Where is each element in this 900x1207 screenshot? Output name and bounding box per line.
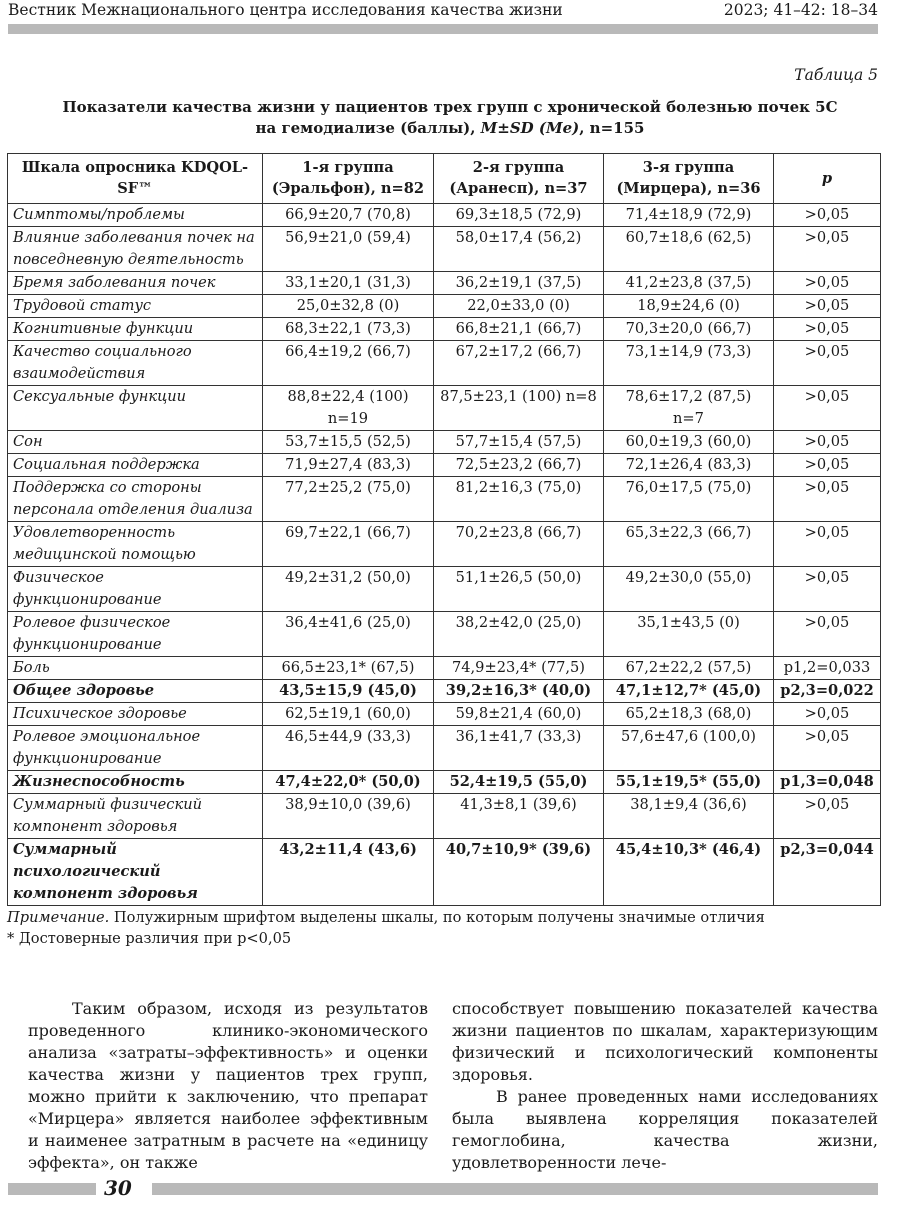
- group3-cell: 47,1±12,7* (45,0): [604, 680, 774, 703]
- group2-cell: 41,3±8,1 (39,6): [434, 794, 604, 839]
- group2-cell: 51,1±26,5 (50,0): [434, 567, 604, 612]
- scale-cell: Качество социального взаимодействия: [8, 341, 263, 386]
- header-rule: [8, 24, 878, 34]
- group1-cell: 56,9±21,0 (59,4): [263, 227, 434, 272]
- header-group2: 2-я группа (Аранесп), n=37: [434, 154, 604, 204]
- group2-cell: 70,2±23,8 (66,7): [434, 522, 604, 567]
- group1-cell: 88,8±22,4 (100) n=19: [263, 386, 434, 431]
- group2-cell: 66,8±21,1 (66,7): [434, 318, 604, 341]
- p-value-cell: p2,3=0,044: [774, 839, 881, 906]
- scale-cell: Физическое функционирование: [8, 567, 263, 612]
- group3-cell: 49,2±30,0 (55,0): [604, 567, 774, 612]
- p-value-cell: >0,05: [774, 567, 881, 612]
- p-value-cell: >0,05: [774, 726, 881, 771]
- body-column-right: [452, 998, 878, 1174]
- header-group3: 3-я группа (Мирцера), n=36: [604, 154, 774, 204]
- group3-cell: 72,1±26,4 (83,3): [604, 454, 774, 477]
- table-row: [8, 204, 881, 227]
- header-scale: Шкала опросника KDQOL-SF™: [8, 154, 263, 204]
- p-value-cell: >0,05: [774, 431, 881, 454]
- table-row: [8, 272, 881, 295]
- group1-cell: 66,9±20,7 (70,8): [263, 204, 434, 227]
- scale-cell: Поддержка со стороны персонала отделения диализа: [8, 477, 263, 522]
- scale-cell: Сон: [8, 431, 263, 454]
- table-row: [8, 522, 881, 567]
- table-row: [8, 794, 881, 839]
- scale-cell: Трудовой статус: [8, 295, 263, 318]
- table-title-line2: на гемодиализе (баллы), M±SD (Me), n=155: [255, 119, 645, 137]
- group2-cell: 39,2±16,3* (40,0): [434, 680, 604, 703]
- group1-cell: 53,7±15,5 (52,5): [263, 431, 434, 454]
- note-line: Примечание. Полужирным шрифтом выделены шкалы, по которым получены значимые отличия: [7, 909, 765, 926]
- group2-cell: 36,2±19,1 (37,5): [434, 272, 604, 295]
- group3-cell: 71,4±18,9 (72,9): [604, 204, 774, 227]
- table-row: [8, 477, 881, 522]
- table-row: [8, 680, 881, 703]
- scale-cell: Ролевое физическое функционирование: [8, 612, 263, 657]
- group1-cell: 62,5±19,1 (60,0): [263, 703, 434, 726]
- group2-cell: 52,4±19,5 (55,0): [434, 771, 604, 794]
- scale-cell: Влияние заболевания почек на повседневную деятельность: [8, 227, 263, 272]
- p-value-cell: >0,05: [774, 477, 881, 522]
- group3-cell: 38,1±9,4 (36,6): [604, 794, 774, 839]
- p-value-cell: >0,05: [774, 703, 881, 726]
- paragraph: В ранее проведенных нами исследованиях была выявлена корреляция показателей гемоглобина, качества жизни, удовлетворенности лече-: [452, 1087, 878, 1172]
- p-value-cell: >0,05: [774, 386, 881, 431]
- group3-cell: 55,1±19,5* (55,0): [604, 771, 774, 794]
- p-value-cell: p2,3=0,022: [774, 680, 881, 703]
- group3-cell: 65,2±18,3 (68,0): [604, 703, 774, 726]
- quality-of-life-table: [7, 153, 881, 906]
- table-row: [8, 771, 881, 794]
- scale-cell: Когнитивные функции: [8, 318, 263, 341]
- group2-cell: 40,7±10,9* (39,6): [434, 839, 604, 906]
- p-value-cell: >0,05: [774, 454, 881, 477]
- table-row: [8, 839, 881, 906]
- group3-cell: 76,0±17,5 (75,0): [604, 477, 774, 522]
- table-row: [8, 567, 881, 612]
- scale-cell: Психическое здоровье: [8, 703, 263, 726]
- group1-cell: 46,5±44,9 (33,3): [263, 726, 434, 771]
- group2-cell: 58,0±17,4 (56,2): [434, 227, 604, 272]
- footer-rule-right: [152, 1183, 878, 1195]
- p-value-cell: >0,05: [774, 318, 881, 341]
- body-column-left: [28, 998, 428, 1174]
- group1-cell: 66,5±23,1* (67,5): [263, 657, 434, 680]
- p-value-cell: >0,05: [774, 794, 881, 839]
- group3-cell: 57,6±47,6 (100,0): [604, 726, 774, 771]
- table-title: [0, 97, 900, 139]
- group3-cell: 65,3±22,3 (66,7): [604, 522, 774, 567]
- scale-cell: Общее здоровье: [8, 680, 263, 703]
- citation: 2023; 41–42: 18–34: [723, 1, 878, 19]
- group3-cell: 73,1±14,9 (73,3): [604, 341, 774, 386]
- table-row: [8, 386, 881, 431]
- table-row: [8, 431, 881, 454]
- p-value-cell: >0,05: [774, 341, 881, 386]
- group1-cell: 33,1±20,1 (31,3): [263, 272, 434, 295]
- header-group1: 1-я группа (Эральфон), n=82: [263, 154, 434, 204]
- group2-cell: 74,9±23,4* (77,5): [434, 657, 604, 680]
- group1-cell: 77,2±25,2 (75,0): [263, 477, 434, 522]
- table-row: [8, 227, 881, 272]
- group3-cell: 45,4±10,3* (46,4): [604, 839, 774, 906]
- scale-cell: Сексуальные функции: [8, 386, 263, 431]
- scale-cell: Суммарный физический компонент здоровья: [8, 794, 263, 839]
- scale-cell: Суммарный психологический компонент здоровья: [8, 839, 263, 906]
- running-header: [8, 0, 878, 25]
- p-value-cell: p1,3=0,048: [774, 771, 881, 794]
- group2-cell: 72,5±23,2 (66,7): [434, 454, 604, 477]
- scale-cell: Боль: [8, 657, 263, 680]
- table-note: [7, 907, 765, 949]
- group3-cell: 41,2±23,8 (37,5): [604, 272, 774, 295]
- group3-cell: 60,7±18,6 (62,5): [604, 227, 774, 272]
- table-row: [8, 657, 881, 680]
- group2-cell: 87,5±23,1 (100) n=8: [434, 386, 604, 431]
- p-value-cell: >0,05: [774, 522, 881, 567]
- table-row: [8, 703, 881, 726]
- table-row: [8, 454, 881, 477]
- page-number: 30: [104, 1176, 132, 1200]
- group2-cell: 36,1±41,7 (33,3): [434, 726, 604, 771]
- table-label: Таблица 5: [794, 66, 878, 84]
- p-value-cell: >0,05: [774, 272, 881, 295]
- group1-cell: 68,3±22,1 (73,3): [263, 318, 434, 341]
- scale-cell: Бремя заболевания почек: [8, 272, 263, 295]
- table-row: [8, 341, 881, 386]
- group1-cell: 71,9±27,4 (83,3): [263, 454, 434, 477]
- group1-cell: 43,5±15,9 (45,0): [263, 680, 434, 703]
- p-value-cell: >0,05: [774, 612, 881, 657]
- group1-cell: 47,4±22,0* (50,0): [263, 771, 434, 794]
- table-row: [8, 295, 881, 318]
- group3-cell: 78,6±17,2 (87,5) n=7: [604, 386, 774, 431]
- scale-cell: Ролевое эмоциональное функционирование: [8, 726, 263, 771]
- p-value-cell: >0,05: [774, 204, 881, 227]
- group1-cell: 69,7±22,1 (66,7): [263, 522, 434, 567]
- table-row: [8, 726, 881, 771]
- group2-cell: 81,2±16,3 (75,0): [434, 477, 604, 522]
- table-header-row: [8, 154, 881, 204]
- table-row: [8, 318, 881, 341]
- group3-cell: 70,3±20,0 (66,7): [604, 318, 774, 341]
- p-value-cell: p1,2=0,033: [774, 657, 881, 680]
- group3-cell: 60,0±19,3 (60,0): [604, 431, 774, 454]
- table-row: [8, 612, 881, 657]
- group1-cell: 25,0±32,8 (0): [263, 295, 434, 318]
- group2-cell: 67,2±17,2 (66,7): [434, 341, 604, 386]
- scale-cell: Социальная поддержка: [8, 454, 263, 477]
- footer-rule-left: [8, 1183, 96, 1195]
- group1-cell: 43,2±11,4 (43,6): [263, 839, 434, 906]
- journal-title: Вестник Межнационального центра исследования качества жизни: [8, 1, 563, 19]
- p-value-cell: >0,05: [774, 227, 881, 272]
- group1-cell: 66,4±19,2 (66,7): [263, 341, 434, 386]
- group2-cell: 22,0±33,0 (0): [434, 295, 604, 318]
- group3-cell: 67,2±22,2 (57,5): [604, 657, 774, 680]
- header-p: p: [774, 154, 881, 204]
- scale-cell: Удовлетворенность медицинской помощью: [8, 522, 263, 567]
- group2-cell: 69,3±18,5 (72,9): [434, 204, 604, 227]
- group2-cell: 59,8±21,4 (60,0): [434, 703, 604, 726]
- p-value-cell: >0,05: [774, 295, 881, 318]
- group2-cell: 38,2±42,0 (25,0): [434, 612, 604, 657]
- scale-cell: Симптомы/проблемы: [8, 204, 263, 227]
- group1-cell: 38,9±10,0 (39,6): [263, 794, 434, 839]
- group2-cell: 57,7±15,4 (57,5): [434, 431, 604, 454]
- footnote-line: * Достоверные различия при p<0,05: [7, 930, 292, 947]
- group1-cell: 49,2±31,2 (50,0): [263, 567, 434, 612]
- group1-cell: 36,4±41,6 (25,0): [263, 612, 434, 657]
- scale-cell: Жизнеспособность: [8, 771, 263, 794]
- table-title-line1: Показатели качества жизни у пациентов трех групп с хронической болезнью почек 5С: [62, 98, 838, 116]
- group3-cell: 35,1±43,5 (0): [604, 612, 774, 657]
- paragraph: Таким образом, исходя из результатов проведенного клинико-экономического анализа «затраты–эффективность» и оценки качества жизни у пациентов трех групп, можно прийти к заключению, что препарат «Мирцера» является наиболее эффективным и наименее затратным в расчете на «единицу эффекта», он также: [28, 999, 428, 1172]
- paragraph: способствует повышению показателей качества жизни пациентов по шкалам, характеризующим физический и психологический компоненты здоровья.: [452, 999, 878, 1084]
- group3-cell: 18,9±24,6 (0): [604, 295, 774, 318]
